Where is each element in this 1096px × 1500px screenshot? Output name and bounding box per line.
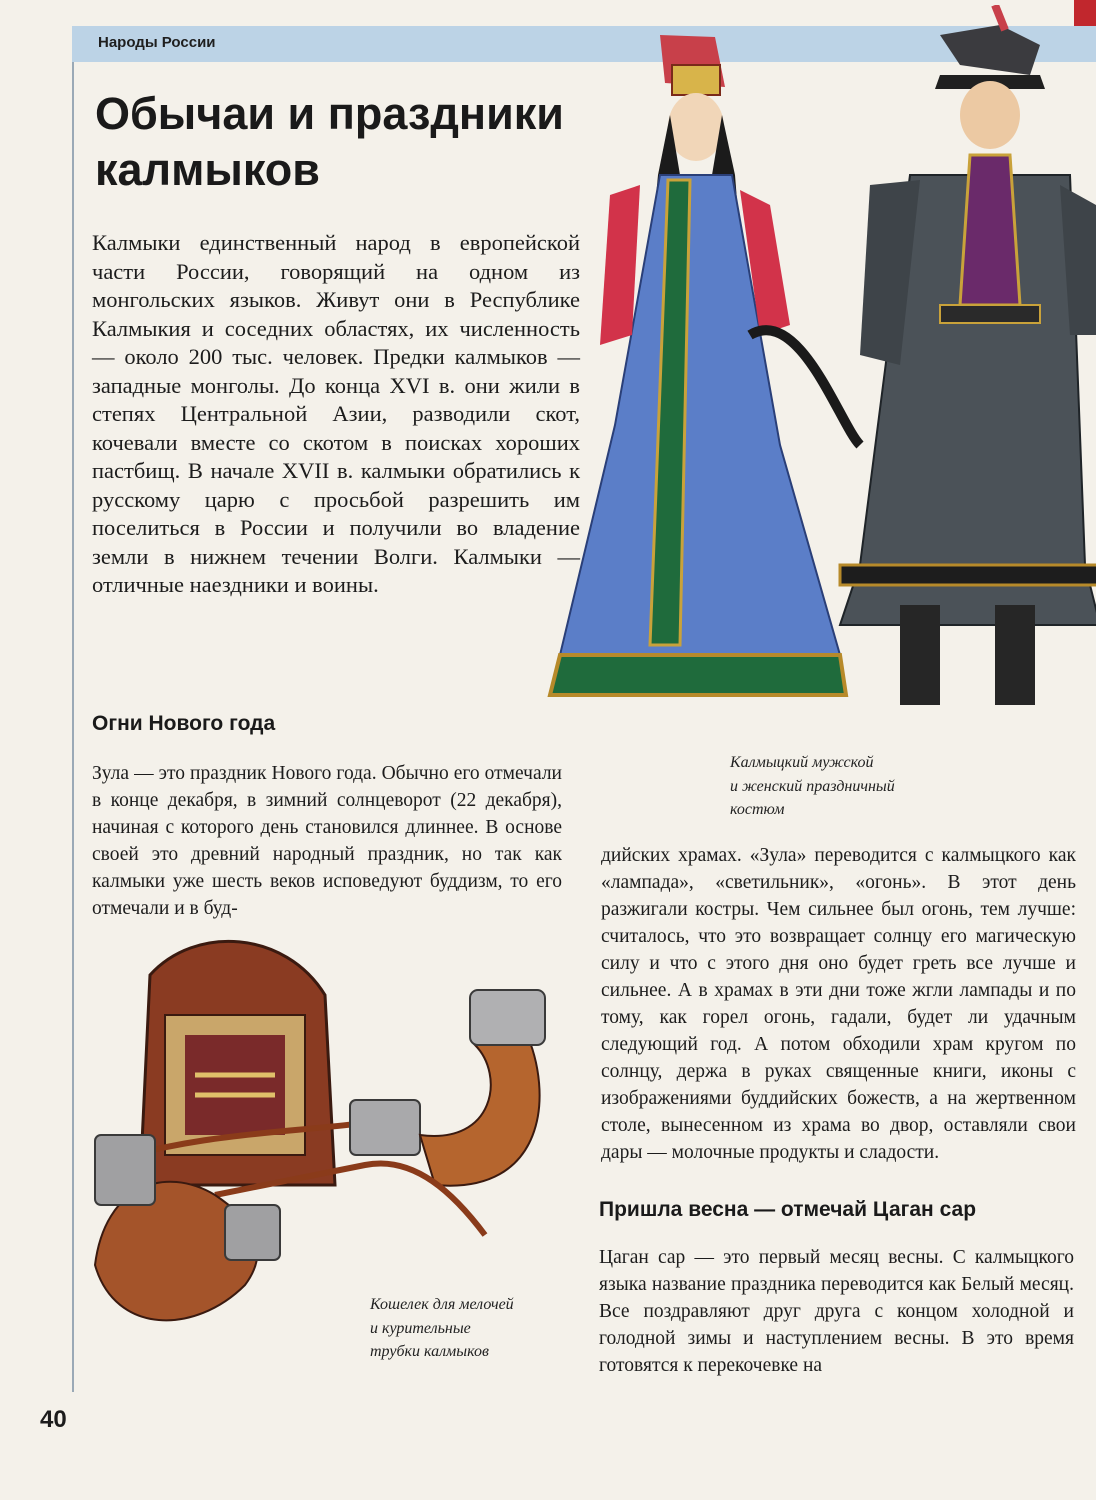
section-heading-tsagan-sar: Пришла весна — отмечай Цаган сар <box>599 1198 977 1221</box>
caption-line: трубки калмыков <box>370 1343 489 1360</box>
page-frame-rule <box>72 62 74 1392</box>
caption-line: костюм <box>730 801 785 818</box>
new-year-text-right: дийских храмах. «Зула» переводится с калмыцкого как «лампада», «светильник», «огонь». В этот день разжигали костры. Чем сильнее был огонь, тем лучше: считалось, что это возвращает солнцу его магическую силу и что с этого дня оно будет греть все лучше и сильнее. А в храмах в эти дни тоже жгли лампады и по тому, как горел огонь, гадали, будет ли удачным следующий год. А потом обходили храм кругом по солнцу, держа в руках священные книги, иконы с изображениями буддийских божеств, а на жертвенном столе, вынесенном из храма во двор, оставляли свои дары — молочные продукты и сладости. <box>601 845 1076 1163</box>
pipes-caption <box>370 1293 514 1364</box>
caption-line: Калмыцкий мужской <box>730 754 874 771</box>
costume-illustration <box>540 5 1096 725</box>
page-number: 40 <box>40 1406 67 1433</box>
man-figure <box>840 5 1096 705</box>
caption-line: Кошелек для мелочей <box>370 1296 514 1313</box>
lead-paragraph: Калмыки единственный народ в европейской части России, говорящий на одном из монгольских языков. Живут они в Республике Калмыкия и соседних областях, их численность — около 200 тыс. человек. Предки калмыков — западные монголы. До конца XVI в. они жили в степях Центральной Азии, разводили скот, кочевали вместе со скотом в поисках хороших пастбищ. В начале XVII в. калмыки обратились к русскому царю с просьбой разрешить им поселиться в России и получили во владение земли в нижнем течении Волги. Калмыки — отличные наездники и воины. <box>92 230 580 597</box>
section-heading-new-year: Огни Нового года <box>92 712 276 735</box>
caption-line: и женский праздничный <box>730 777 895 795</box>
costume-caption <box>730 751 895 822</box>
new-year-text-left: Зула — это праздник Нового года. Обычно его отмечали в конце декабря, в зимний солнцеворот (22 декабря), начиная с которого день становился длиннее. В основе своей это древний народный праздник, но так как калмыки уже шесть веков исповедуют буддизм, то его отмечали и в буд- <box>92 763 562 919</box>
tsagan-sar-text: Цаган сар — это первый месяц весны. С калмыцкого языка название праздника переводится как Белый месяц. Все поздравляют друг друга с концом холодной и голодной зимы и наступлением весны. В это время готовятся к перекочевке на <box>599 1247 1074 1376</box>
page-title: Обычаи и праздники калмыков <box>95 88 564 195</box>
section-label: Народы России <box>98 34 216 51</box>
woman-figure <box>550 35 860 695</box>
caption-line: и курительные <box>370 1319 471 1337</box>
